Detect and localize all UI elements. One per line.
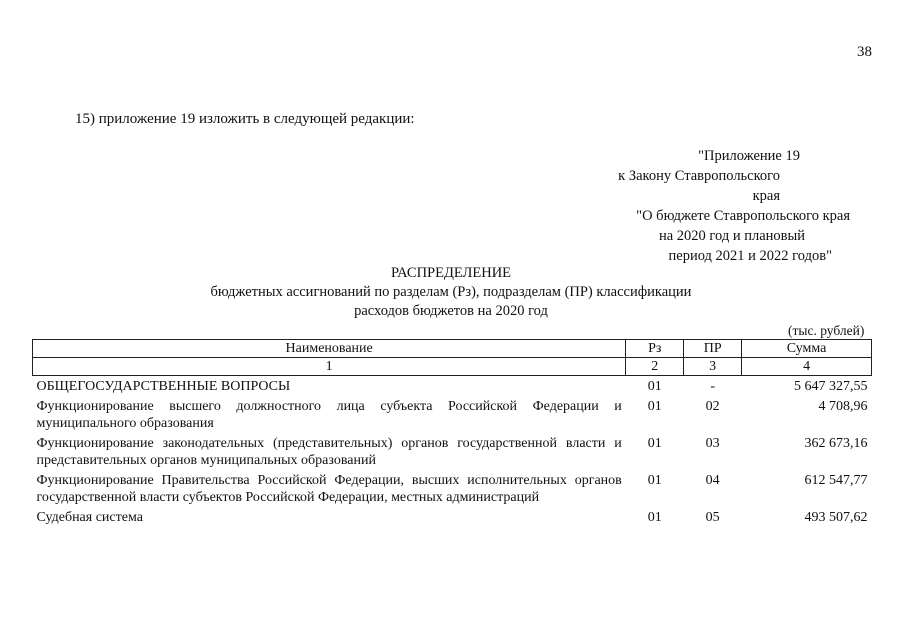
row-name: Функционирование Правительства Российской Федерации, высших исполнительных органов государственной власти субъектов Российской Федерации, местных администраций xyxy=(36,473,622,505)
header-name: Наименование xyxy=(33,340,626,358)
colnum-pr: 3 xyxy=(684,358,742,376)
row-sum: 4 708,96 xyxy=(818,399,868,414)
row-name: Функционирование законодательных (представительных) органов государственной власти и представительных органов муниципальных образований xyxy=(36,436,622,468)
table-row xyxy=(33,471,872,508)
colnum-name: 1 xyxy=(33,358,626,376)
unit-label: (тыс. рублей) xyxy=(788,323,865,338)
colnum-rz: 2 xyxy=(626,358,684,376)
budget-table xyxy=(32,339,872,528)
table-row xyxy=(33,508,872,528)
row-rz: 01 xyxy=(647,436,662,451)
appendix-line-2: к Закону Ставропольского края xyxy=(618,168,780,204)
heading-subtitle-1: бюджетных ассигнований по разделам (Рз), подразделам (ПР) классификации xyxy=(210,284,692,300)
table-header-row xyxy=(33,340,872,358)
heading-title: РАСПРЕДЕЛЕНИЕ xyxy=(390,265,512,281)
appendix-line-5: период 2021 и 2022 годов" xyxy=(668,248,832,264)
table-row xyxy=(33,397,872,434)
row-pr: 05 xyxy=(705,510,720,525)
row-name: Функционирование высшего должностного лица субъекта Российской Федерации и муниципального образования xyxy=(36,399,622,431)
row-rz: 01 xyxy=(647,473,662,488)
row-sum: 612 547,77 xyxy=(804,473,868,488)
document-heading xyxy=(0,264,902,321)
row-rz: 01 xyxy=(647,379,662,394)
row-pr: 03 xyxy=(705,436,720,451)
page-number: 38 xyxy=(857,44,872,60)
table-column-numbers-row xyxy=(33,358,872,376)
row-rz: 01 xyxy=(647,510,662,525)
heading-subtitle-2: расходов бюджетов на 2020 год xyxy=(354,303,548,319)
header-sum: Сумма xyxy=(742,340,872,358)
row-pr: - xyxy=(710,379,715,394)
colnum-sum: 4 xyxy=(742,358,872,376)
row-pr: 02 xyxy=(705,399,720,414)
row-name: ОБЩЕГОСУДАРСТВЕННЫЕ ВОПРОСЫ xyxy=(36,379,291,394)
row-name: Судебная система xyxy=(36,510,143,525)
table-row xyxy=(33,434,872,471)
row-sum: 5 647 327,55 xyxy=(794,379,868,394)
appendix-line-1: "Приложение 19 xyxy=(698,148,800,164)
row-sum: 493 507,62 xyxy=(804,510,868,525)
row-pr: 04 xyxy=(705,473,720,488)
table-row xyxy=(33,376,872,398)
header-rz: Рз xyxy=(626,340,684,358)
appendix-line-3: "О бюджете Ставропольского края xyxy=(636,208,850,224)
appendix-line-4: на 2020 год и плановый xyxy=(658,228,805,244)
row-sum: 362 673,16 xyxy=(804,436,868,451)
appendix-header xyxy=(600,146,860,266)
amendment-instruction: 15) приложение 19 изложить в следующей редакции: xyxy=(75,111,415,127)
row-rz: 01 xyxy=(647,399,662,414)
header-pr: ПР xyxy=(684,340,742,358)
